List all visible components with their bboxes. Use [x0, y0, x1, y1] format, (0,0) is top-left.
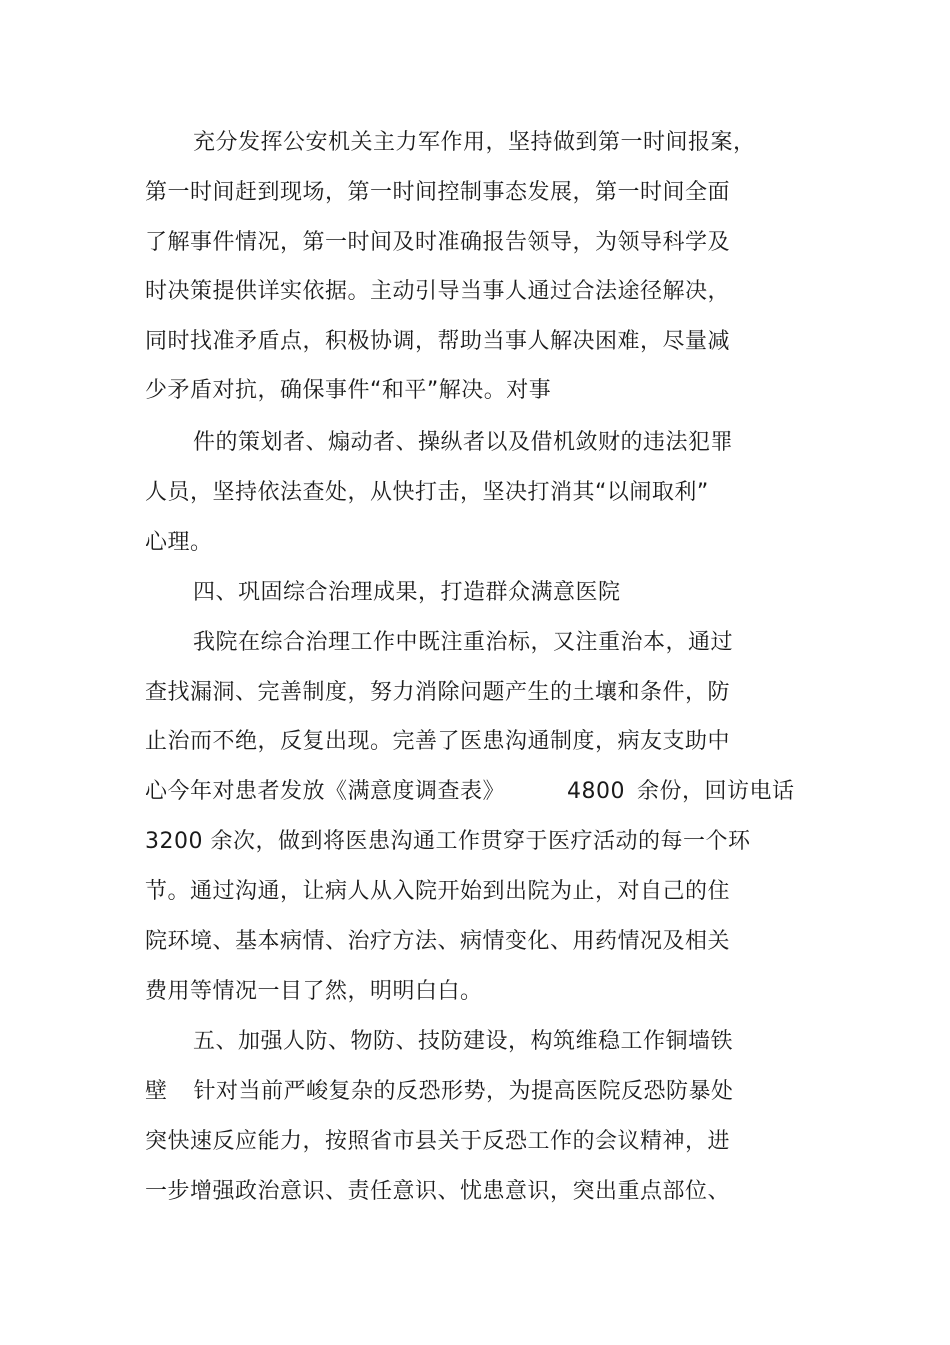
text-segment: 壁: [145, 1079, 168, 1104]
text-line: 我院在综合治理工作中既注重治标，又注重治本，通过: [193, 630, 734, 655]
text-segment: 余份，回访电话: [637, 779, 795, 804]
text-line: [145, 777, 795, 807]
text-line: 心理。: [145, 530, 213, 555]
text-line: 人员，坚持依法查处，从快打击，坚决打消其“以闹取利”: [145, 480, 709, 505]
text-line: 节。通过沟通，让病人从入院开始到出院为止，对自己的住: [145, 879, 731, 904]
text-line: 3200 余次，做到将医患沟通工作贯穿于医疗活动的每一个环: [145, 829, 751, 854]
number-value: 4800: [567, 779, 626, 804]
text-line: 同时找准矛盾点，积极协调，帮助当事人解决困难，尽量减: [145, 329, 731, 354]
text-line: 费用等情况一目了然，明明白白。: [145, 979, 483, 1004]
text-line: 件的策划者、煽动者、操纵者以及借机敛财的违法犯罪: [193, 430, 734, 455]
text-line: 了解事件情况，第一时间及时准确报告领导，为领导科学及: [145, 230, 731, 255]
text-line: 突快速反应能力，按照省市县关于反恐工作的会议精神，进: [145, 1129, 731, 1154]
text-segment: 针对当前严峻复杂的反恐形势，为提高医院反恐防暴处: [193, 1079, 734, 1104]
section-heading: 五、加强人防、物防、技防建设，构筑维稳工作铜墙铁: [193, 1029, 734, 1054]
text-line: 时决策提供详实依据。主动引导当事人通过合法途径解决，: [145, 279, 731, 304]
text-line: 院环境、基本病情、治疗方法、病情变化、用药情况及相关: [145, 929, 731, 954]
text-segment: 心今年对患者发放《满意度调查表》: [145, 779, 506, 804]
text-line: 查找漏洞、完善制度，努力消除问题产生的土壤和条件，防: [145, 680, 731, 705]
section-heading: 四、巩固综合治理成果，打造群众满意医院: [193, 580, 621, 605]
text-line: 第一时间赶到现场，第一时间控制事态发展，第一时间全面: [145, 180, 731, 205]
text-line: 一步增强政治意识、责任意识、忧患意识，突出重点部位、: [145, 1179, 731, 1204]
text-line: 止治而不绝，反复出现。完善了医患沟通制度，病友支助中: [145, 729, 731, 754]
text-line: 少矛盾对抗，确保事件“和平”解决。对事: [145, 378, 552, 403]
text-line: 充分发挥公安机关主力军作用，坚持做到第一时间报案，: [193, 130, 756, 155]
text-line: [145, 1077, 734, 1107]
